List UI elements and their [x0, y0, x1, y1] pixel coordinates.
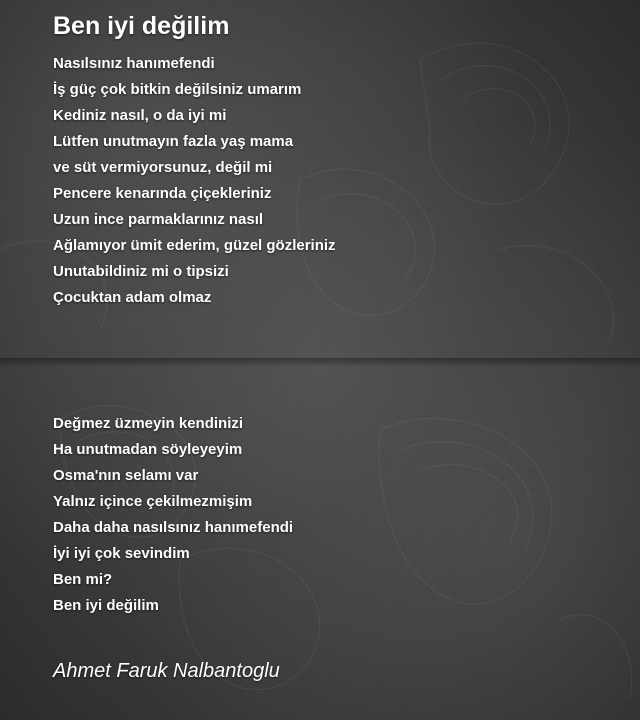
poem-line: Ha unutmadan söyleyeyim: [53, 441, 243, 458]
poem-title: Ben iyi değilim: [53, 12, 230, 40]
poem-line: Değmez üzmeyin kendinizi: [53, 415, 244, 432]
poem-line: ve süt vermiyorsunuz, değil mi: [53, 159, 273, 176]
poem-line: Ben mi?: [53, 571, 113, 588]
poem-line: Osma'nın selamı var: [53, 467, 199, 484]
poem-author: Ahmet Faruk Nalbantoglu: [53, 660, 280, 682]
poem-line: Ağlamıyor ümit ederim, güzel gözleriniz: [53, 237, 336, 254]
poem-line: Nasılsınız hanımefendi: [53, 55, 215, 72]
poem-line: Uzun ince parmaklarınız nasıl: [53, 211, 264, 228]
poem-line: Unutabildiniz mi o tipsizi: [53, 263, 229, 280]
poem-line: Pencere kenarında çiçekleriniz: [53, 185, 272, 202]
poem-line: Yalnız içince çekilmezmişim: [53, 493, 253, 510]
poem-line: İyi iyi çok sevindim: [53, 545, 190, 562]
poem-line: Çocuktan adam olmaz: [53, 289, 212, 306]
stanza-1: [53, 55, 336, 315]
poem-line: Daha daha nasılsınız hanımefendi: [53, 519, 294, 536]
poem-line: İş güç çok bitkin değilsiniz umarım: [53, 81, 302, 98]
poem-line: Kediniz nasıl, o da iyi mi: [53, 107, 227, 124]
section-divider: [0, 358, 640, 366]
stanza-2: [53, 415, 293, 623]
poem-line: Ben iyi değilim: [53, 597, 159, 614]
poem-line: Lütfen unutmayın fazla yaş mama: [53, 133, 294, 150]
